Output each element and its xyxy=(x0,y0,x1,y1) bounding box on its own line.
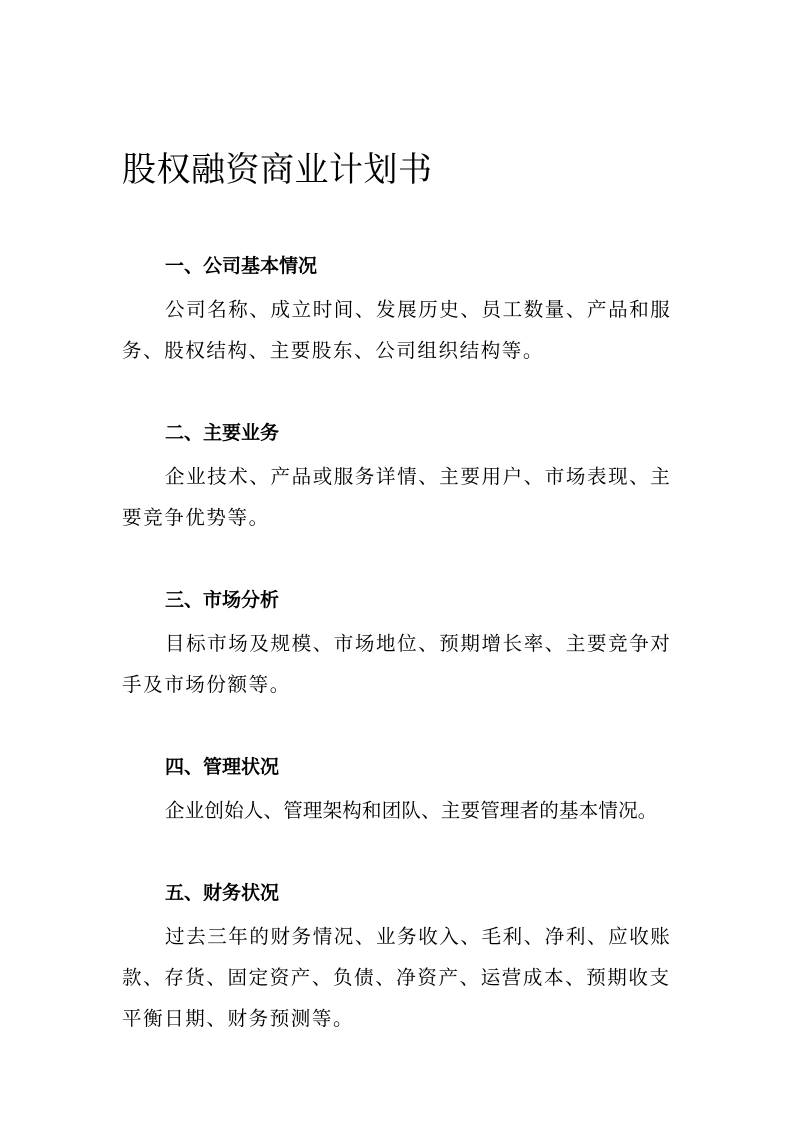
section-body: 过去三年的财务情况、业务收入、毛利、净利、应收账款、存货、固定资产、负债、净资产、运营成本、预期收支平衡日期、财务预测等。 xyxy=(122,925,672,1030)
section-heading: 三、市场分析 xyxy=(165,589,280,611)
section-financials xyxy=(122,879,684,1039)
section-main-business xyxy=(122,419,684,538)
section-management xyxy=(122,753,684,831)
section-body: 企业技术、产品或服务详情、主要用户、市场表现、主要竞争优势等。 xyxy=(122,465,672,529)
section-body: 目标市场及规模、市场地位、预期增长率、主要竞争对手及市场份额等。 xyxy=(122,632,672,696)
document-title: 股权融资商业计划书 xyxy=(122,150,433,190)
section-company-overview xyxy=(122,252,684,371)
section-body: 企业创始人、管理架构和团队、主要管理者的基本情况。 xyxy=(165,799,658,822)
section-body: 公司名称、成立时间、发展历史、员工数量、产品和服务、股权结构、主要股东、公司组织结构等。 xyxy=(122,298,672,362)
section-heading: 一、公司基本情况 xyxy=(165,255,318,277)
section-heading: 四、管理状况 xyxy=(165,756,280,778)
section-market-analysis xyxy=(122,586,684,705)
section-heading: 二、主要业务 xyxy=(165,422,280,444)
section-heading: 五、财务状况 xyxy=(165,882,280,904)
